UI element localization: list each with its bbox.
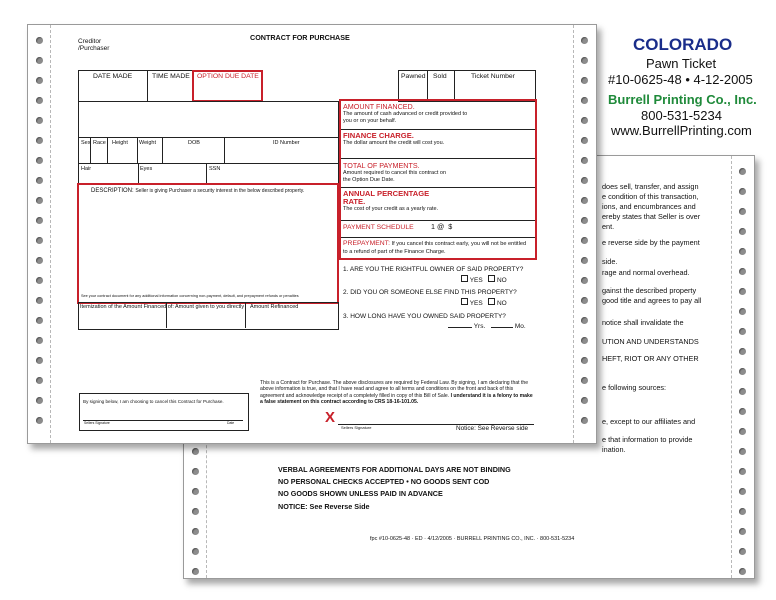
cell-label: DATE MADE <box>93 73 133 80</box>
yes-label: YES <box>469 277 483 284</box>
no-checkbox[interactable] <box>488 275 495 282</box>
disclosure-title: ANNUAL PERCENTAGE RATE. <box>343 189 430 206</box>
divider <box>341 158 535 159</box>
divider <box>341 220 535 221</box>
yes-checkbox[interactable] <box>461 298 468 305</box>
weight-label: Weight <box>139 140 157 146</box>
feed-hole <box>36 37 43 44</box>
form-number-date: #10-0625-48 • 4-12-2005 <box>608 72 753 87</box>
feed-hole <box>739 248 746 255</box>
feed-hole <box>581 377 588 384</box>
description-label <box>91 188 304 195</box>
id-number-label: ID Number <box>273 140 300 146</box>
divider <box>79 137 338 138</box>
feed-hole <box>581 77 588 84</box>
cancel-date-label: Date <box>227 421 235 425</box>
feed-hole <box>581 417 588 424</box>
feed-hole <box>739 568 746 575</box>
back-line: does sell, transfer, and assign <box>602 182 699 191</box>
feed-hole <box>739 548 746 555</box>
legal-bold: I understand it is a felony to make a false statement on this contract according to CRS 18-16-101.05. <box>260 392 533 406</box>
feed-hole <box>36 257 43 264</box>
no-label: NO <box>496 300 507 307</box>
feed-hole <box>739 488 746 495</box>
company-phone: 800-531-5234 <box>641 108 722 123</box>
reverse-side-notice: Notice: See Reverse side <box>456 425 529 432</box>
feed-hole <box>739 308 746 315</box>
yes-label: YES <box>469 300 483 307</box>
contract-title: CONTRACT FOR PURCHASE <box>250 33 350 42</box>
feed-hole <box>739 168 746 175</box>
feed-hole <box>581 277 588 284</box>
cell-label: Sold <box>433 73 447 80</box>
feed-hole <box>739 208 746 215</box>
divider <box>224 137 225 163</box>
feed-hole <box>36 317 43 324</box>
feed-hole <box>581 397 588 404</box>
feed-hole <box>36 397 43 404</box>
ssn-label: SSN <box>209 166 221 172</box>
years-field[interactable] <box>448 327 472 328</box>
hair-label: Hair <box>81 166 92 172</box>
legal-text: This is a Contract for Purchase. The above disclosures are required by Federal Law. By signing, I am declaring that the above information is true, and that I have read and agree to all terms and conditions on the front and back of this agreement and acknowledge receipt of a completely filled in copy of this Bill of Sale. <box>260 380 529 399</box>
sold-cell[interactable] <box>427 70 455 102</box>
feed-hole <box>739 448 746 455</box>
feed-hole <box>739 408 746 415</box>
signature-x-mark: X <box>325 409 336 426</box>
company-website: www.BurrellPrinting.com <box>611 123 752 138</box>
feed-hole <box>581 197 588 204</box>
divider <box>107 137 108 163</box>
feed-hole <box>581 357 588 364</box>
feed-hole <box>36 237 43 244</box>
feed-hole <box>36 357 43 364</box>
divider <box>206 163 207 183</box>
notice-line: NO PERSONAL CHECKS ACCEPTED • NO GOODS SENT COD <box>278 477 490 487</box>
cancel-text: By signing below, I am choosing to cancel this Contract for Purchase. <box>83 399 224 404</box>
feed-hole <box>739 388 746 395</box>
divider <box>138 163 139 183</box>
feed-hole <box>192 528 199 535</box>
creditor-label: Creditor /Purchaser <box>78 38 110 53</box>
back-line: e reverse side by the payment <box>602 238 700 247</box>
feed-hole <box>581 257 588 264</box>
divider <box>162 137 163 163</box>
feed-hole <box>739 508 746 515</box>
back-line: HEFT, RIOT OR ANY OTHER <box>602 354 699 363</box>
months-field[interactable] <box>491 327 513 328</box>
feed-hole <box>739 188 746 195</box>
prepayment-notice <box>343 240 531 256</box>
sex-label: Sex <box>81 140 91 146</box>
no-label: NO <box>496 277 507 284</box>
back-notices <box>278 464 511 513</box>
back-footer: fpc #10-0625-48 · ED · 4/12/2005 · BURRELL PRINTING CO., INC. · 800-531-5234 <box>370 536 575 542</box>
divider <box>341 129 535 130</box>
pawned-cell[interactable] <box>398 70 428 102</box>
eyes-label: Eyes <box>140 166 153 172</box>
feed-hole <box>192 568 199 575</box>
amount-refinanced-label: Amount Refinanced <box>250 304 299 310</box>
state-title: COLORADO <box>633 35 733 54</box>
question-found-answers <box>461 298 507 307</box>
height-label: Height <box>112 140 128 146</box>
see-contract-note: See your contract document for any additional information concerning non-payment, default, and prepayment refunds or penalties <box>81 294 299 298</box>
cancel-signature-label: Sellers Signature <box>84 421 110 425</box>
product-name: Pawn Ticket <box>646 56 717 71</box>
feed-hole <box>581 237 588 244</box>
feed-hole <box>36 117 43 124</box>
feed-hole <box>192 488 199 495</box>
feed-hole <box>36 197 43 204</box>
disclosure-title: TOTAL OF PAYMENTS. <box>343 161 420 170</box>
feed-hole <box>36 217 43 224</box>
feed-hole <box>581 97 588 104</box>
back-line: e, except to our affiliates and <box>602 417 696 426</box>
disclosure-title: AMOUNT FINANCED. <box>343 102 415 111</box>
question-duration: 3. HOW LONG HAVE YOU OWNED SAID PROPERTY? <box>343 313 506 320</box>
divider <box>341 187 535 188</box>
months-label: Mo. <box>514 323 526 330</box>
cell-label: OPTION DUE DATE <box>197 73 259 80</box>
payment-schedule-value: 1 @ $ <box>431 222 453 231</box>
payment-schedule-label: PAYMENT SCHEDULE <box>343 224 414 231</box>
date-made-cell[interactable] <box>78 70 148 102</box>
feed-hole <box>36 77 43 84</box>
cancel-box[interactable] <box>79 393 249 431</box>
disclosure-amount-financed <box>343 102 473 125</box>
feed-hole <box>36 297 43 304</box>
back-line: ereby states that Seller is over <box>602 212 701 221</box>
time-made-cell[interactable] <box>147 70 193 102</box>
feed-hole <box>739 228 746 235</box>
back-line: e condition of this transaction, <box>602 192 699 201</box>
feed-hole <box>36 137 43 144</box>
option-due-date-cell[interactable] <box>192 70 263 102</box>
feed-hole <box>36 337 43 344</box>
feed-hole <box>581 57 588 64</box>
feed-hole <box>36 157 43 164</box>
back-line: e following sources: <box>602 383 667 392</box>
disclosure-title: FINANCE CHARGE. <box>343 131 414 140</box>
amount-given-label: Amount given to you directly <box>175 304 245 310</box>
feed-hole <box>739 368 746 375</box>
notice-line: NOTICE: See Reverse Side <box>278 501 370 511</box>
yes-checkbox[interactable] <box>461 275 468 282</box>
feed-hole <box>739 288 746 295</box>
race-label: Race <box>93 140 106 146</box>
dob-label: DOB <box>188 140 200 146</box>
itemization-label: Itemization of the Amount Financed of: <box>80 304 174 310</box>
cell-label: Ticket Number <box>471 73 515 80</box>
duration-fields <box>448 323 526 330</box>
back-line: gainst the described property <box>602 286 697 295</box>
disclosure-text: The amount of cash advanced or credit provided to you or on your behalf. <box>343 111 468 124</box>
company-name: Burrell Printing Co., Inc. <box>608 92 757 107</box>
disclosure-finance-charge <box>343 131 461 147</box>
feed-hole <box>739 528 746 535</box>
feed-hole <box>36 377 43 384</box>
feed-hole <box>36 277 43 284</box>
back-line: UTION AND UNDERSTANDS <box>602 337 699 346</box>
disclosure-apr <box>343 190 451 213</box>
feed-hole <box>581 297 588 304</box>
feed-hole <box>739 328 746 335</box>
feed-hole <box>739 348 746 355</box>
back-line: notice shall invalidate the <box>602 318 684 327</box>
seller-signature-label: Sellers Signature <box>341 425 372 430</box>
feed-hole <box>739 268 746 275</box>
feed-hole <box>581 157 588 164</box>
feed-hole <box>739 468 746 475</box>
description-title: DESCRIPTION: <box>91 188 134 194</box>
feed-hole <box>581 117 588 124</box>
notice-line: NO GOODS SHOWN UNLESS PAID IN ADVANCE <box>278 489 443 499</box>
disclosure-total-payments <box>343 161 455 184</box>
feed-hole <box>36 417 43 424</box>
feed-hole <box>192 508 199 515</box>
question-found: 2. DID YOU OR SOMEONE ELSE FIND THIS PROPERTY? <box>343 289 517 296</box>
feed-hole <box>192 448 199 455</box>
feed-hole <box>36 97 43 104</box>
prepayment-title: PREPAYMENT: <box>343 240 390 247</box>
feed-hole <box>36 57 43 64</box>
cell-label: Pawned <box>401 73 426 80</box>
feed-hole <box>581 137 588 144</box>
disclosure-text: Amount required to cancel this contract on the Option Due Date. <box>343 170 447 183</box>
description-box[interactable] <box>77 183 339 304</box>
question-owner: 1. ARE YOU THE RIGHTFUL OWNER OF SAID PROPERTY? <box>343 266 524 273</box>
disclosure-text: The dollar amount the credit will cost you. <box>343 140 445 146</box>
back-line: e that information to provide <box>602 435 693 444</box>
feed-hole <box>581 317 588 324</box>
back-line: ination. <box>602 445 626 454</box>
divider <box>79 163 338 164</box>
years-label: Yrs. <box>473 323 486 330</box>
ticket-number-cell[interactable] <box>454 70 536 102</box>
disclosure-text: The cost of your credit as a yearly rate. <box>343 206 439 212</box>
feed-hole <box>581 37 588 44</box>
back-line: good title and agrees to pay all <box>602 296 702 305</box>
cell-label: TIME MADE <box>152 73 190 80</box>
no-checkbox[interactable] <box>488 298 495 305</box>
feed-hole <box>192 468 199 475</box>
divider <box>341 237 535 238</box>
feed-hole <box>192 548 199 555</box>
legal-statement <box>260 380 534 406</box>
divider <box>245 302 246 328</box>
notice-line: VERBAL AGREEMENTS FOR ADDITIONAL DAYS ARE NOT BINDING <box>278 465 511 474</box>
back-line: ent. <box>602 222 615 231</box>
back-line: ions, and encumbrances and <box>602 202 696 211</box>
question-owner-answers <box>461 275 507 284</box>
feed-hole <box>739 428 746 435</box>
back-line: side. <box>602 257 618 266</box>
feed-hole <box>581 337 588 344</box>
feed-hole <box>581 217 588 224</box>
feed-hole <box>581 177 588 184</box>
feed-hole <box>36 177 43 184</box>
front-sheet <box>27 24 597 444</box>
prepayment-text: If you cancel this contract early, you will not be entitled to a refund of part of the Finance Charge. <box>343 241 527 255</box>
divider <box>137 137 138 163</box>
description-text: Seller is giving Purchaser a security interest in the below described property. <box>135 188 305 194</box>
back-line: rage and normal overhead. <box>602 268 690 277</box>
